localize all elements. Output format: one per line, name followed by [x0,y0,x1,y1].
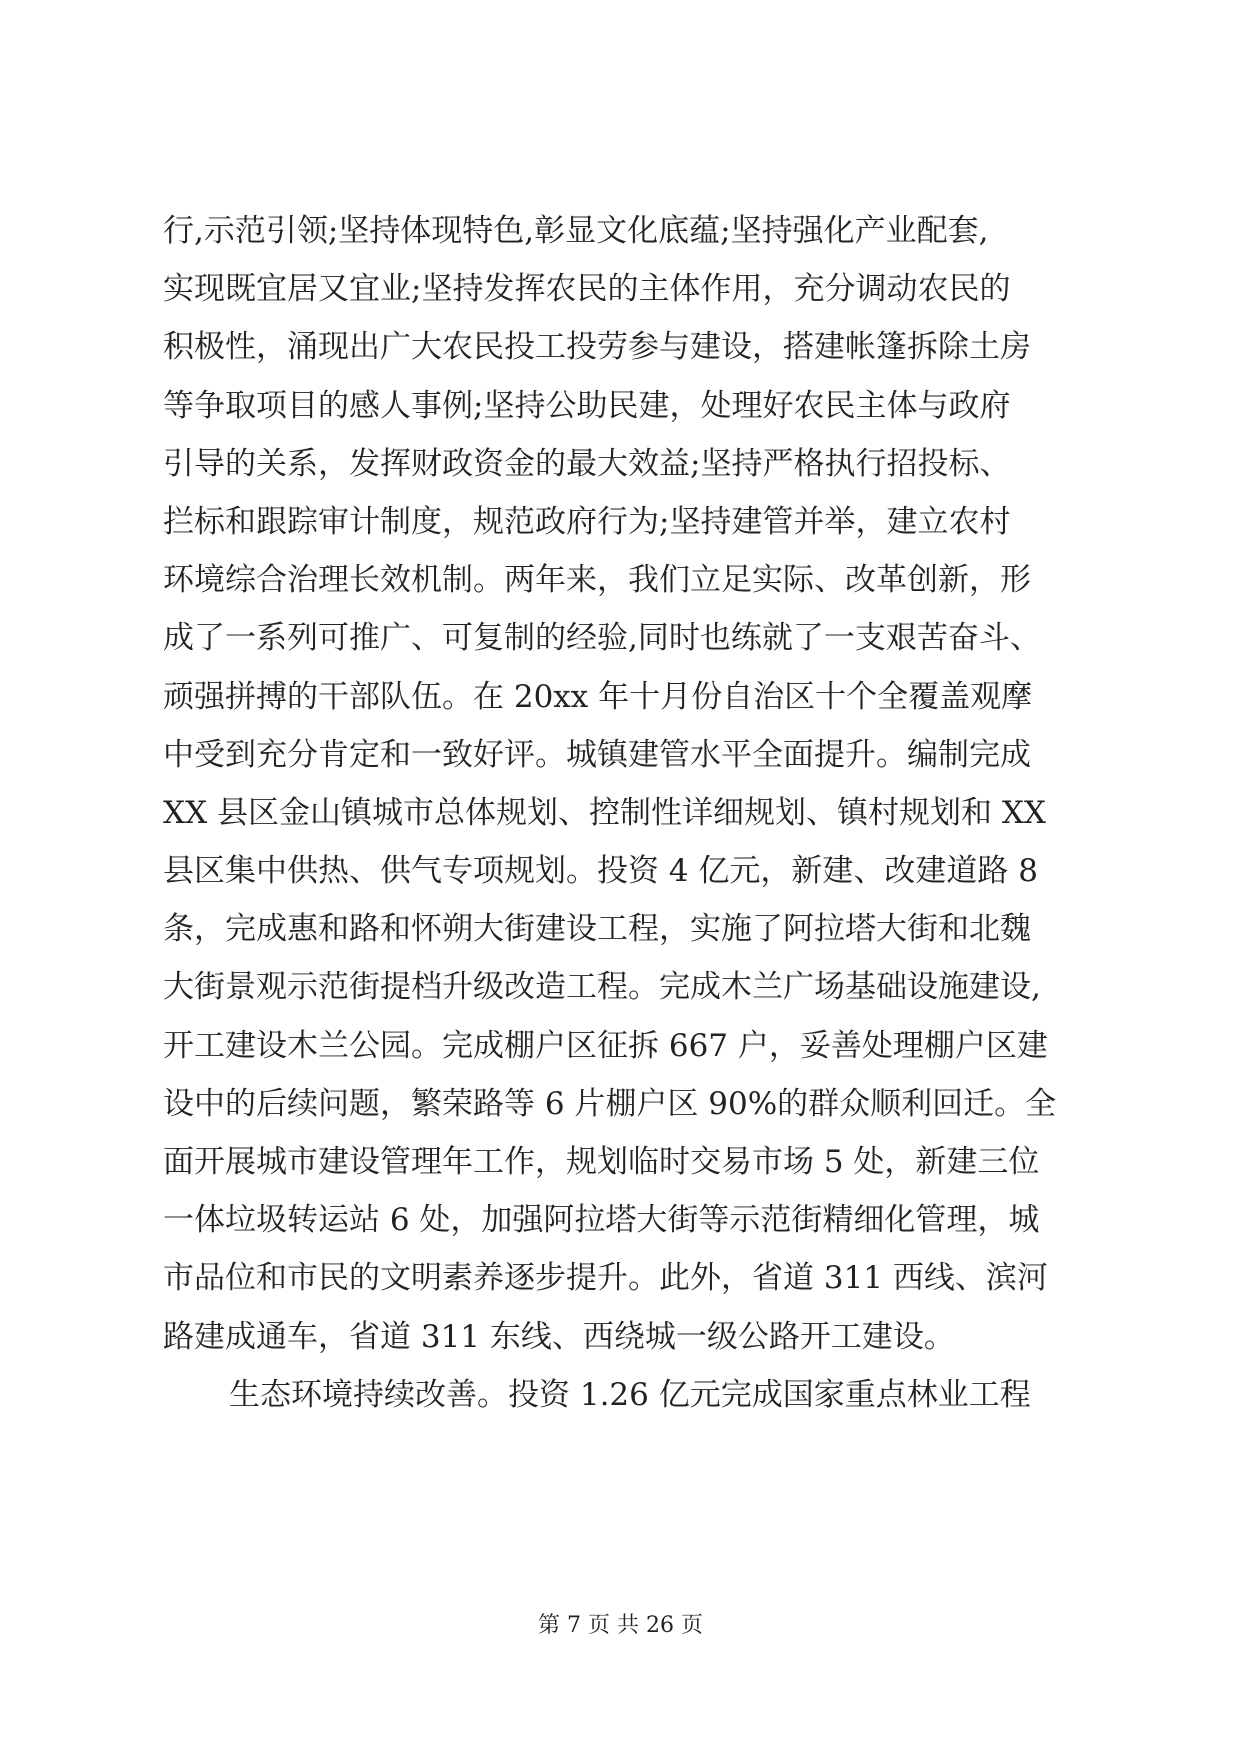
text-line: 行,示范引领;坚持体现特色,彰显文化底蕴;坚持强化产业配套, [163,213,989,249]
text-line: 市品位和市民的文明素养逐步提升。此外，省道 311 西线、滨河 [163,1260,1048,1297]
text-line: 一体垃圾转运站 6 处，加强阿拉塔大街等示范街精细化管理，城 [163,1202,1040,1239]
text-line: 大街景观示范街提档升级改造工程。完成木兰广场基础设施建设, [163,969,1041,1006]
text-line: 实现既宜居又宜业;坚持发挥农民的主体作用，充分调动农民的 [163,271,1011,308]
text-line: 环境综合治理长效机制。两年来，我们立足实际、改革创新，形 [163,562,1031,599]
text-line: 成了一系列可推广、可复制的经验,同时也练就了一支艰苦奋斗、 [163,620,1041,657]
paragraph-start-line: 生态环境持续改善。投资 1.26 亿元完成国家重点林业工程 [229,1376,1031,1413]
text-line: 设中的后续问题，繁荣路等 6 片棚户区 90%的群众顺利回迁。全 [163,1085,1057,1122]
body-text [163,202,1083,1424]
page-footer: 第 7 页 共 26 页 [538,1613,703,1638]
text-line: 积极性，涌现出广大农民投工投劳参与建设，搭建帐篷拆除土房 [163,329,1031,366]
text-line: 拦标和跟踪审计制度，规范政府行为;坚持建管并举，建立农村 [163,503,1011,540]
text-line: 顽强拼搏的干部队伍。在 20xx 年十月份自治区十个全覆盖观摩 [163,678,1033,715]
text-line: 县区集中供热、供气专项规划。投资 4 亿元，新建、改建道路 8 [163,853,1039,890]
text-line: XX 县区金山镇城市总体规划、控制性详细规划、镇村规划和 XX [163,794,1046,831]
text-line: 条，完成惠和路和怀朔大街建设工程，实施了阿拉塔大街和北魏 [163,911,1031,948]
text-line: 路建成通车，省道 311 东线、西绕城一级公路开工建设。 [163,1318,955,1355]
text-line: 引导的关系，发挥财政资金的最大效益;坚持严格执行招投标、 [163,445,1011,482]
text-line: 开工建设木兰公园。完成棚户区征拆 667 户，妥善处理棚户区建 [163,1027,1048,1064]
text-line: 等争取项目的感人事例;坚持公助民建，处理好农民主体与政府 [163,387,1011,424]
text-line: 面开展城市建设管理年工作，规划临时交易市场 5 处，新建三位 [163,1144,1040,1180]
text-line: 中受到充分肯定和一致好评。城镇建管水平全面提升。编制完成 [163,736,1031,773]
